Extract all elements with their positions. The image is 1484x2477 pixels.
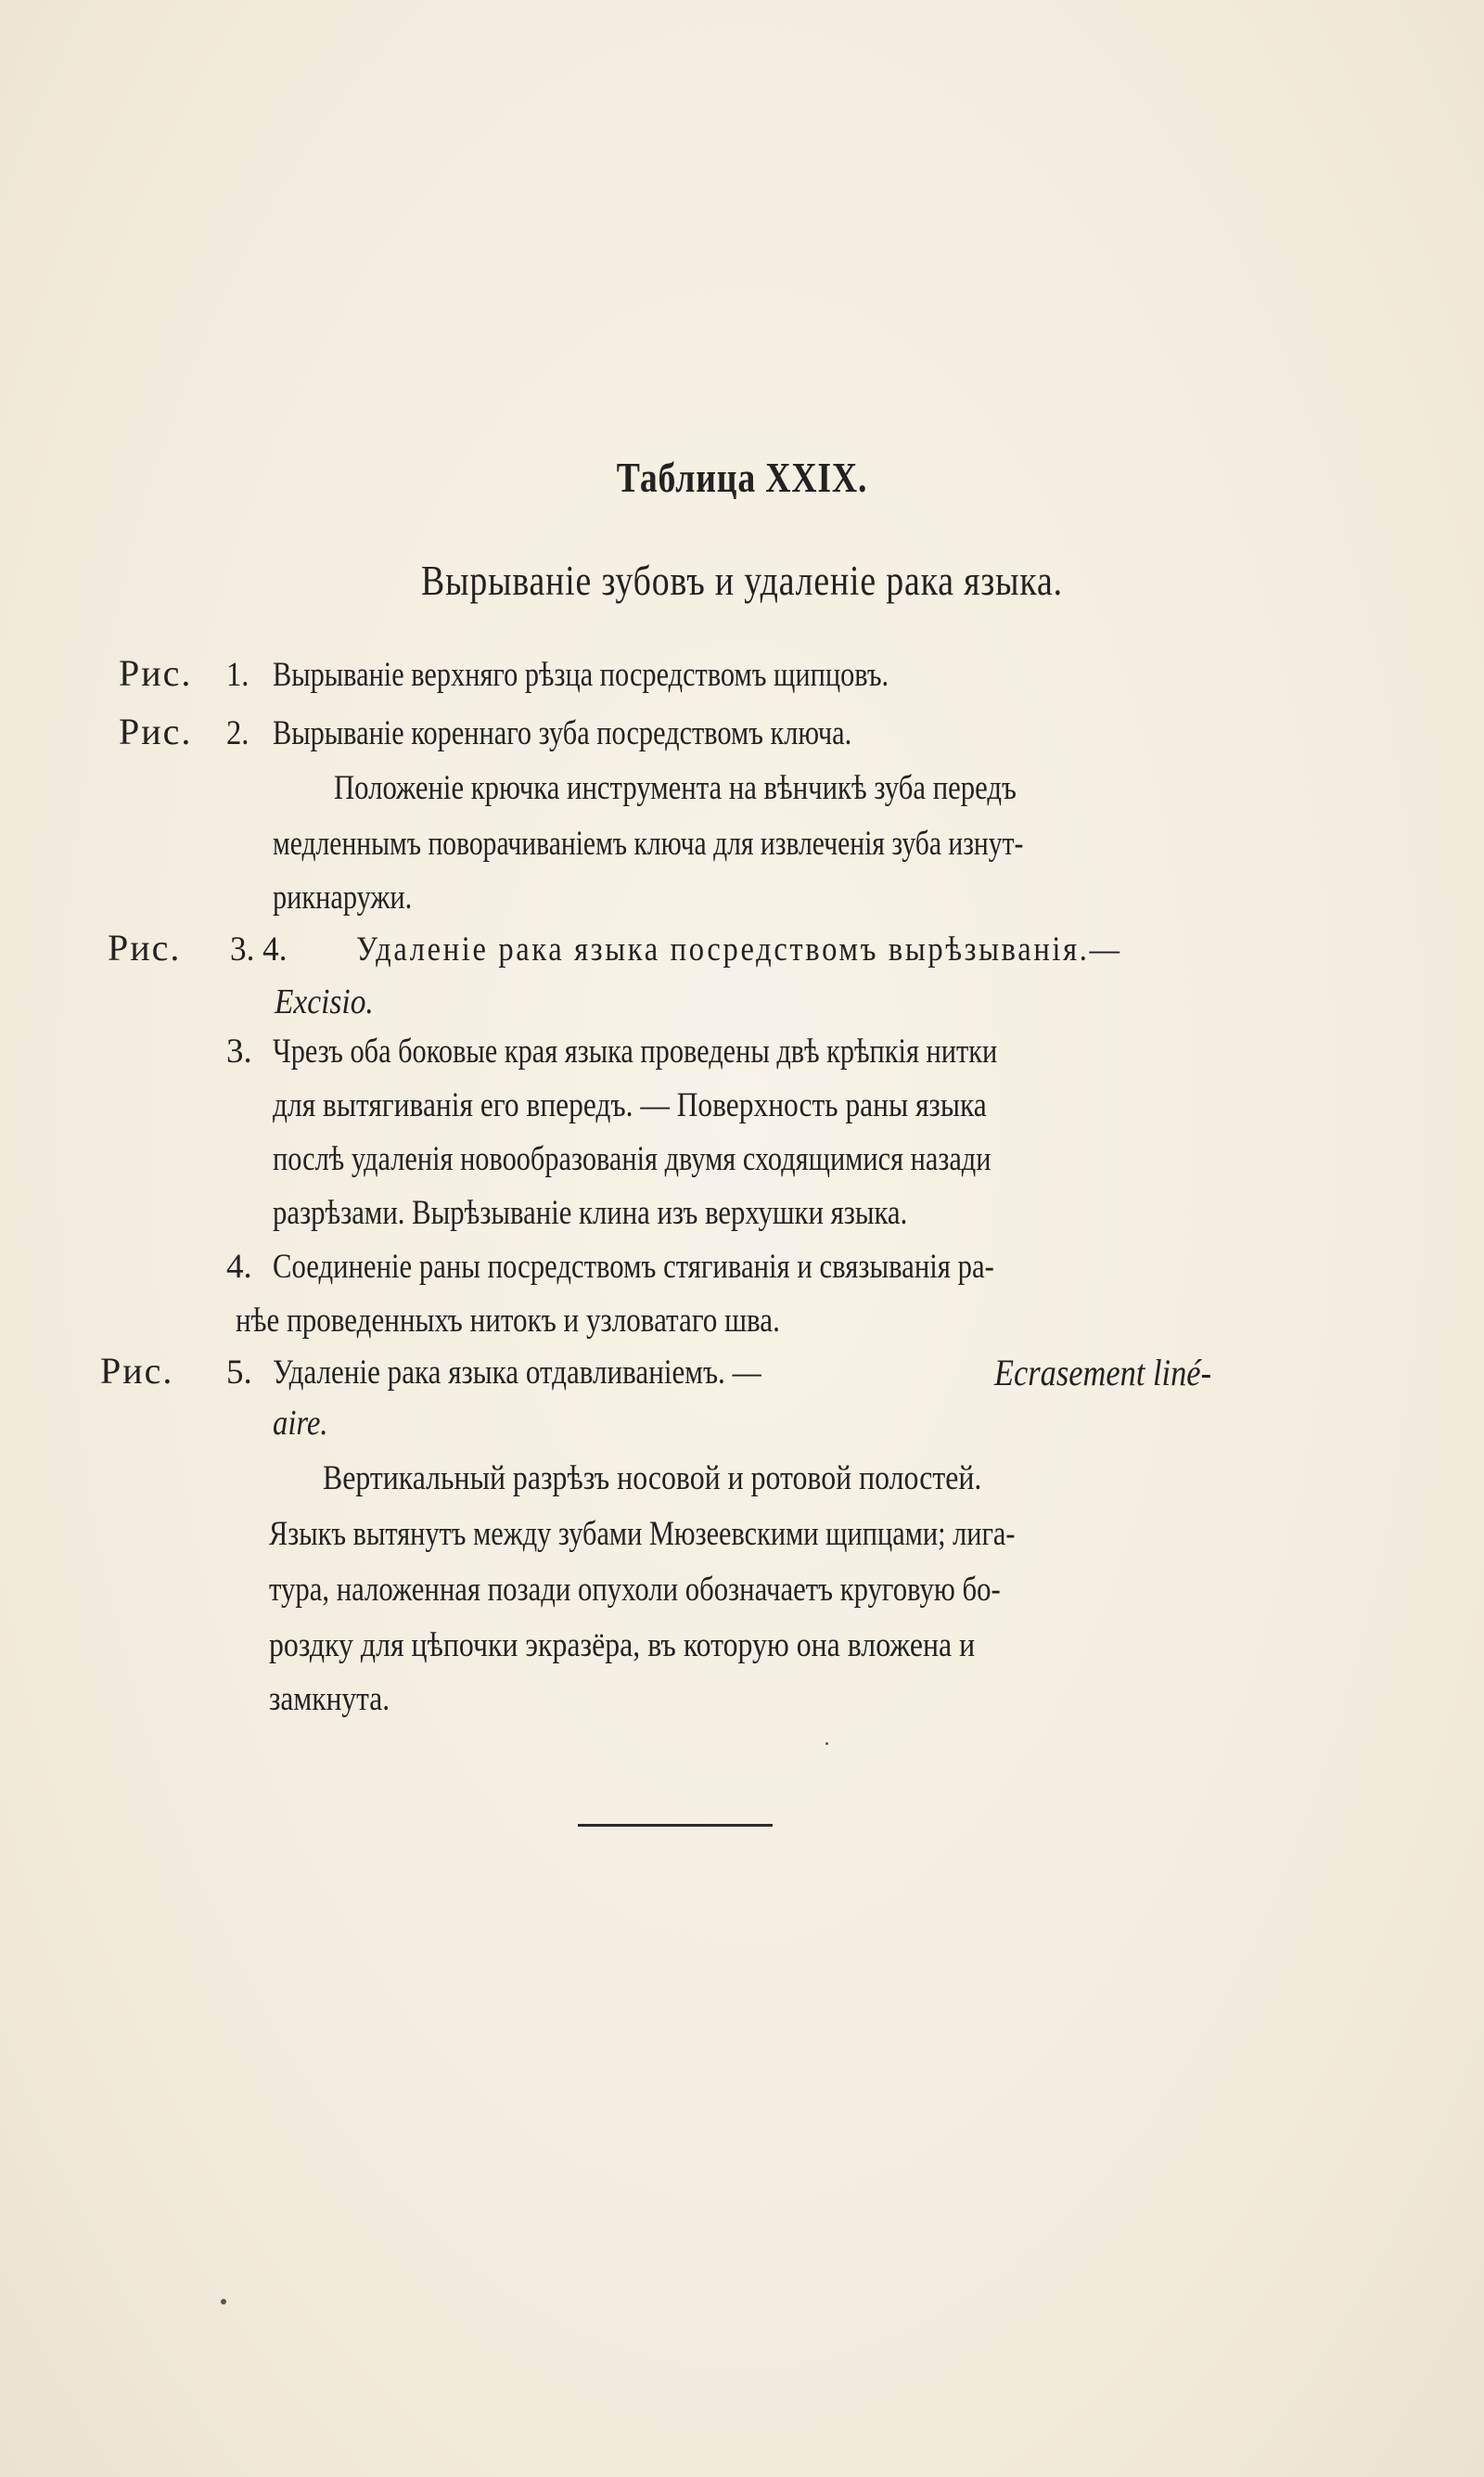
fig1-caption: Вырываніе верхняго рѣзца посредствомъ щипцовъ. [273, 656, 889, 694]
fig5-caption-italic: Ecrasement liné- [994, 1352, 1212, 1393]
fig3-line: для вытягиванія его впередъ. — Поверхность раны языка [273, 1086, 987, 1124]
fig4-line: Соединеніе раны посредствомъ стягиванія и связыванія ра- [273, 1248, 994, 1286]
fig3-number: 3. [226, 1033, 252, 1071]
fig34-label: Рис. [108, 927, 182, 969]
fig2-desc-line: медленнымъ поворачиваніемъ ключа для извлеченія зуба изнут- [273, 825, 1024, 863]
paper-speck [221, 2299, 226, 2304]
fig5-label: Рис. [100, 1350, 174, 1392]
fig3-line: Чрезъ оба боковые края языка проведены двѣ крѣпкія нитки [273, 1033, 998, 1071]
section-divider [578, 1824, 773, 1827]
fig1-number: 1. [226, 656, 249, 694]
fig34-caption: Удаленіе рака языка посредствомъ вырѣзыванія.— [356, 930, 1122, 969]
fig3-line: разрѣзами. Вырѣзываніе клина изъ верхушки языка. [273, 1194, 908, 1232]
fig5-caption: Удаленіе рака языка отдавливаніемъ. — [273, 1354, 761, 1392]
fig4-line: нѣе проведенныхъ нитокъ и узловатаго шва. [236, 1302, 780, 1340]
fig1-label: Рис. [119, 652, 193, 694]
fig2-number: 2. [226, 714, 249, 752]
paper-speck [825, 1742, 828, 1745]
fig2-desc-line: Положеніе крючка инструмента на вѣнчикѣ зуба передъ [334, 769, 1017, 807]
fig5-desc-line: тура, наложенная позади опухоли обозначаетъ круговую бо- [269, 1571, 1001, 1609]
fig3-line: послѣ удаленія новообразованія двумя сходящимися назади [273, 1140, 991, 1178]
fig5-caption-italic: aire. [273, 1404, 328, 1443]
fig2-label: Рис. [119, 711, 193, 752]
fig5-desc-line: замкнута. [269, 1680, 390, 1718]
fig5-number: 5. [226, 1354, 252, 1392]
fig34-number: 3. 4. [230, 930, 288, 969]
fig5-desc-line: Языкъ вытянутъ между зубами Мюзеевскими щипцами; лига- [269, 1515, 1016, 1553]
fig4-number: 4. [226, 1248, 252, 1286]
plate-title: Таблица XXIX. [616, 454, 868, 501]
fig2-caption: Вырываніе кореннаго зуба посредствомъ ключа. [273, 714, 852, 752]
plate-subtitle: Вырываніе зубовъ и удаленіе рака языка. [421, 558, 1063, 604]
fig5-desc-line: роздку для цѣпочки экразёра, въ которую она вложена и [269, 1626, 976, 1664]
fig34-caption-italic: Excisio. [275, 982, 374, 1021]
fig5-desc-line: Вертикальный разрѣзъ носовой и ротовой полостей. [323, 1459, 982, 1497]
fig2-desc-line: рикнаружи. [273, 879, 413, 917]
